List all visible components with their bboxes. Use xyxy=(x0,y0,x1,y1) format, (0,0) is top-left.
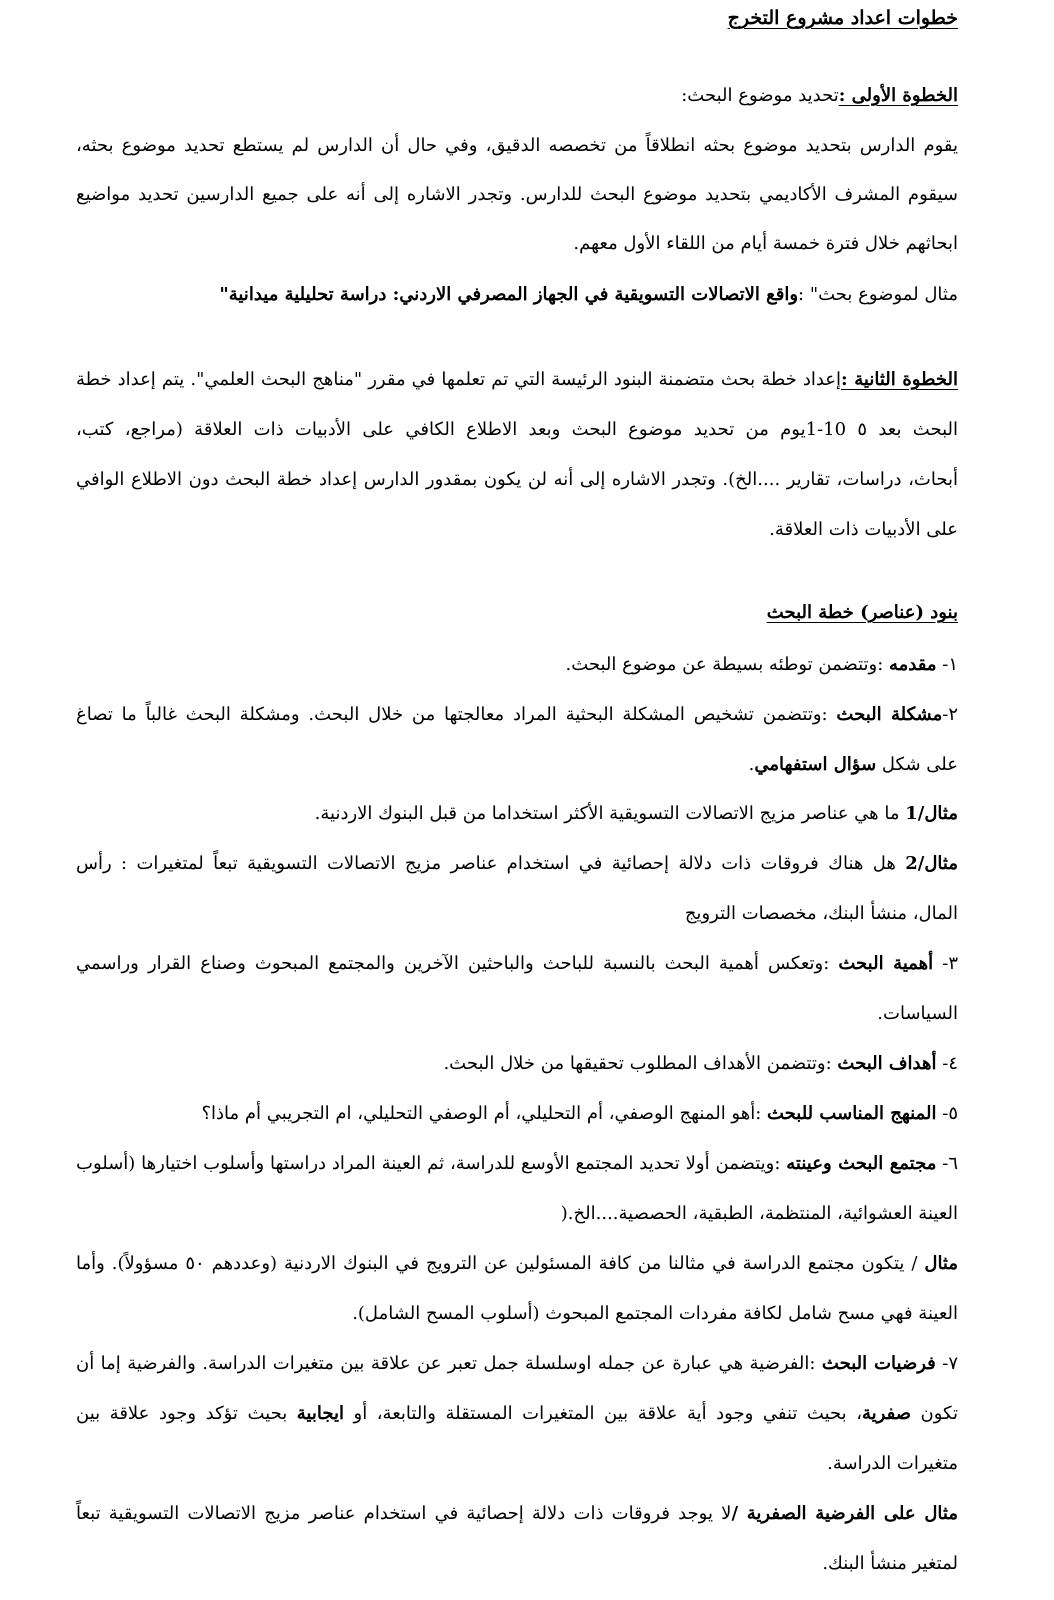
step1-example xyxy=(219,281,958,309)
example-4-line-2: لمتغير منشأ البنك. xyxy=(822,1553,958,1574)
example-text: ما هي عناصر مزيج الاتصالات التسويقية الأكثر استخداما من قبل البنوك الاردنية. xyxy=(314,803,906,824)
step2-line-4: على الأدبيات ذات العلاقة. xyxy=(769,519,958,540)
plan-item-7 xyxy=(76,1350,958,1378)
plan-item-2 xyxy=(76,701,958,729)
step1-heading-rest: تحديد موضوع البحث: xyxy=(681,85,839,106)
plan-item-5 xyxy=(201,1100,958,1128)
step1-line-1: يقوم الدارس بتحديد موضوع بحثه انطلاقاً من تخصصه الدقيق، وفي حال أن الدارس لم يستطع تحديد موضوع بحثه، xyxy=(76,135,958,156)
plan-heading: بنود (عناصر) خطة البحث xyxy=(766,602,958,623)
example-label: مثال xyxy=(924,1253,958,1274)
example-label: مثال/1 xyxy=(905,803,958,824)
item-number: ٤- xyxy=(936,1053,958,1074)
item-number: ١- xyxy=(936,654,958,675)
plan-item-3 xyxy=(76,950,958,978)
item-label: أهداف البحث xyxy=(837,1053,937,1074)
example-3 xyxy=(76,1250,958,1278)
step2-line-1-rest: إعداد خطة بحث متضمنة البنود الرئيسة التي تم تعلمها في مقرر "مناهج البحث العلمي". يتم إعداد خطة xyxy=(76,369,842,390)
step2-line-2: البحث بعد ٥ 10-1يوم من تحديد موضوع البحث وبعد الاطلاع الكافي على الأدبيات ذات العلاقة (مراجع، كتب، xyxy=(76,419,958,440)
item-label: مشكلة البحث xyxy=(836,704,943,725)
item-text: تكون xyxy=(911,1403,959,1424)
item-label: مقدمه xyxy=(889,654,937,675)
plan-item-3-line-2: السياسات. xyxy=(877,1003,958,1024)
step1-example-title: واقع الاتصالات التسويقية في الجهاز المصرفي الاردني: دراسة تحليلية ميدانية" xyxy=(219,284,799,305)
item-emphasis: سؤال استفهامي xyxy=(754,754,877,775)
example-label: مثال/2 xyxy=(905,853,958,874)
step1-line-3: ابحاثهم خلال فترة خمسة أيام من اللقاء الأول معهم. xyxy=(573,233,958,254)
step1-example-prefix: مثال لموضوع بحث" : xyxy=(798,284,958,305)
plan-item-4 xyxy=(443,1050,958,1078)
item-text: :وتعكس أهمية البحث بالنسبة للباحث والباحثين الآخرين والمجتمع المبحوث وصناع القرار وراسمي xyxy=(76,953,839,974)
example-4 xyxy=(76,1500,958,1528)
item-label: المنهج المناسب للبحث xyxy=(767,1103,937,1124)
item-text: :وتتضمن توطئه بسيطة عن موضوع البحث. xyxy=(565,654,890,675)
item-label: مجتمع البحث وعينته xyxy=(786,1153,937,1174)
example-text: هل هناك فروقات ذات دلالة إحصائية في استخدام عناصر مزيج الاتصالات التسويقية تبعاً لمتغيرات : رأس xyxy=(76,853,906,874)
step1-line-2: سيقوم المشرف الأكاديمي بتحديد موضوع البحث للدارس. وتجدر الاشاره إلى أنه على جميع الدارسين تحديد مواضيع xyxy=(76,184,958,205)
step1-heading: الخطوة الأولى : xyxy=(838,85,958,106)
example-text: / يتكون مجتمع الدراسة في مثالنا من كافة المسئولين عن الترويج في البنوك الاردنية (وعددهم ٥٠ مسؤولاً). وأما xyxy=(76,1253,925,1274)
item-text: على شكل xyxy=(876,754,958,775)
item-label: فرضيات البحث xyxy=(821,1353,936,1374)
example-2 xyxy=(76,850,958,878)
item-text: :أهو المنهج الوصفي، أم التحليلي، أم الوصفي التحليلي، ام التجريبي أم ماذا؟ xyxy=(201,1103,767,1124)
step1-heading-line xyxy=(681,82,958,110)
item-text: ، بحيث تنفي وجود أية علاقة بين المتغيرات المستقلة والتابعة، أو xyxy=(343,1403,863,1424)
step2-heading: الخطوة الثانية : xyxy=(841,369,958,390)
plan-item-7-line-3: متغيرات الدراسة. xyxy=(827,1453,958,1474)
example-1 xyxy=(315,800,958,828)
item-number: ٣- xyxy=(933,953,958,974)
plan-item-2-line-2 xyxy=(749,751,958,779)
example-text: لا يوجد فروقات ذات دلالة إحصائية في استخدام عناصر مزيج الاتصالات التسويقية تبعاً xyxy=(76,1503,732,1524)
example-2-line-2: المال، منشأ البنك، مخصصات الترويج xyxy=(684,903,958,924)
plan-item-6-line-2: العينة العشوائية، المنتظمة، الطبقية، الحصصية....الخ.( xyxy=(560,1203,958,1224)
item-emphasis: ايجابية xyxy=(296,1403,344,1424)
plan-item-7-line-2 xyxy=(76,1400,958,1428)
item-number: ٢- xyxy=(942,704,958,725)
example-label: مثال على الفرضية الصفرية / xyxy=(731,1503,958,1524)
item-text: :ويتضمن أولا تحديد المجتمع الأوسع للدراسة، ثم العينة المراد دراستها وأسلوب اختيارها (أسلوب xyxy=(76,1153,787,1174)
plan-item-1 xyxy=(565,651,958,679)
item-text: :وتتضمن تشخيص المشكلة البحثية المراد معالجتها من خلال البحث. ومشكلة البحث غالباً ما تصاغ xyxy=(76,704,837,725)
item-number: ٧- xyxy=(935,1353,958,1374)
plan-item-6 xyxy=(76,1150,958,1178)
item-text: بحيث تؤكد وجود علاقة بين xyxy=(76,1403,297,1424)
item-number: ٥- xyxy=(936,1103,958,1124)
step2-line-3: أبحاث، دراسات، تقارير ....الخ). وتجدر الاشاره إلى أنه لن يكون بمقدور الدارس إعداد خطة البحث دون الاطلاع الوافي xyxy=(76,469,958,490)
item-text: :وتتضمن الأهداف المطلوب تحقيقها من خلال البحث. xyxy=(443,1053,838,1074)
item-number: ٦- xyxy=(936,1153,958,1174)
item-text: . xyxy=(748,754,755,775)
example-3-line-2: العينة فهي مسح شامل لكافة مفردات المجتمع المبحوث (أسلوب المسح الشامل). xyxy=(352,1303,958,1324)
item-text: :الفرضية هي عبارة عن جمله اوسلسلة جمل تعبر عن علاقة بين متغيرات الدراسة. والفرضية إما أن xyxy=(76,1353,822,1374)
step2-line-1 xyxy=(76,366,958,394)
item-emphasis: صفرية xyxy=(862,1403,911,1424)
item-label: أهمية البحث xyxy=(838,953,934,974)
page-title: خطوات اعداد مشروع التخرج xyxy=(727,7,958,29)
